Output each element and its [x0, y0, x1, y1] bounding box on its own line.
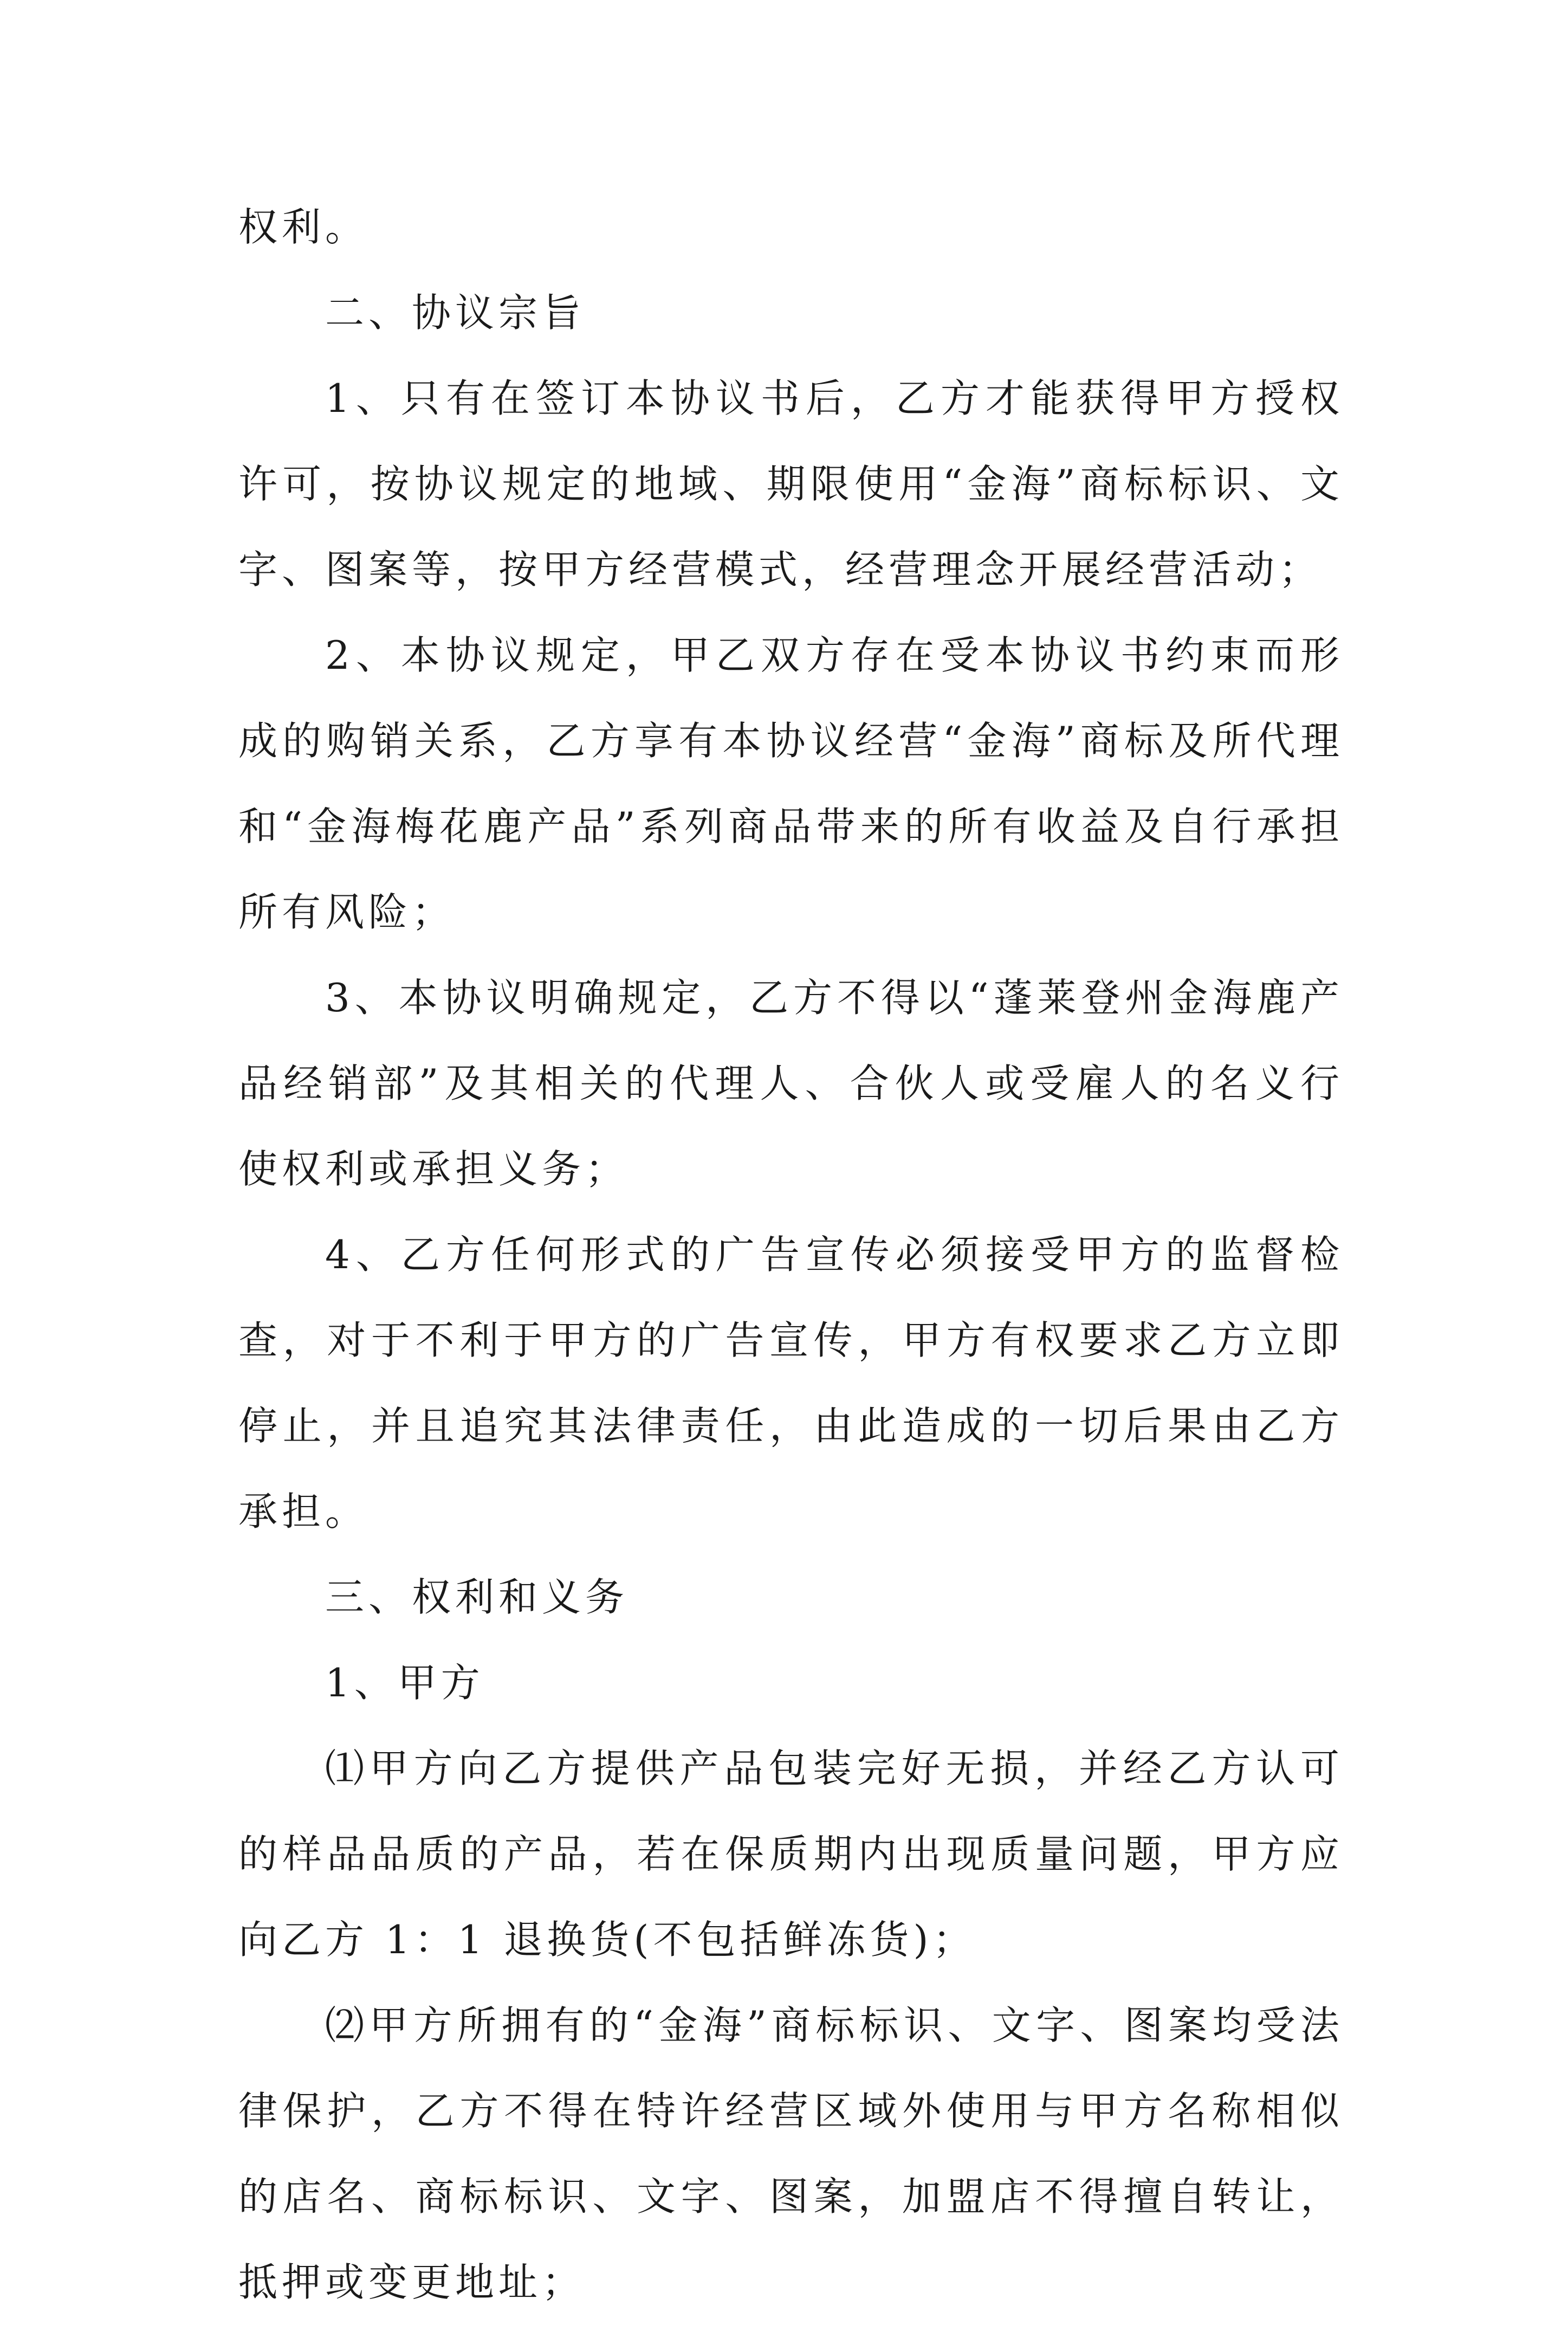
clause-2-3: 3、本协议明确规定，乙方不得以“蓬莱登州金海鹿产品经销部”及其相关的代理人、合伙人或受雇人的名义行使权利或承担义务；: [238, 975, 1344, 1192]
subsection-heading-party-a: 1、甲方: [325, 1660, 484, 1706]
clause-2-4: 4、乙方任何形式的广告宣传必须接受甲方的监督检查，对于不利于甲方的广告宣传，甲方有权要求乙方立即停止，并且追究其法律责任，由此造成的一切后果由乙方承担。: [238, 1232, 1344, 1534]
document-body: [238, 184, 1344, 2325]
clause-2-2: 2、本协议规定，甲乙双方存在受本协议书约束而形成的购销关系，乙方享有本协议经营“金海”商标及所代理和“金海梅花鹿产品”系列商品带来的所有收益及自行承担所有风险；: [238, 632, 1344, 935]
section-heading-3: 三、权利和义务: [325, 1574, 629, 1620]
clause-2-1: 1、只有在签订本协议书后，乙方才能获得甲方授权许可，按协议规定的地域、期限使用“金海”商标标识、文字、图案等，按甲方经营模式，经营理念开展经营活动；: [238, 376, 1344, 592]
section-heading-2: 二、协议宗旨: [325, 290, 586, 335]
paragraph-continuation: 权利。: [238, 204, 369, 250]
clause-3-1-2: ⑵甲方所拥有的“金海”商标标识、文字、图案均受法律保护，乙方不得在特许经营区域外使用与甲方名称相似的店名、商标标识、文字、图案，加盟店不得擅自转让，抵押或变更地址；: [238, 2003, 1344, 2305]
clause-3-1-1: ⑴甲方向乙方提供产品包装完好无损，并经乙方认可的样品品质的产品，若在保质期内出现质量问题，甲方应向乙方 1：1 退换货(不包括鲜冻货)；: [238, 1746, 1344, 1962]
